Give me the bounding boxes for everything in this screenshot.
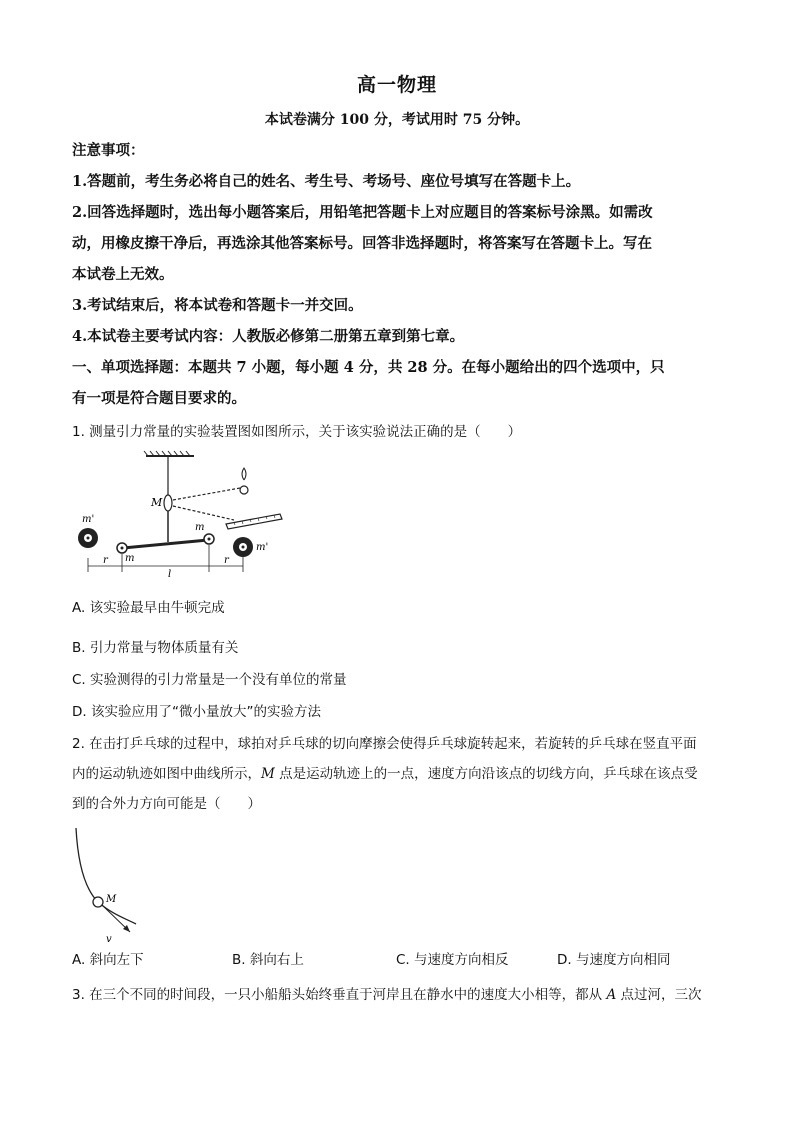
note-item: 1.答题前，考生务必将自己的姓名、考生号、考场号、座位号填写在答题卡上。 <box>72 173 581 190</box>
label-v: v <box>106 934 112 945</box>
q1-option-b[interactable]: B. 引力常量与物体质量有关 <box>72 640 239 656</box>
question-2-stem-line1: 2. 在击打乒乓球的过程中，球拍对乒乓球的切向摩擦会使得乒乓球旋转起来，若旋转的乒乓球在竖直平面 <box>72 736 697 752</box>
label-m-left: m <box>125 553 135 564</box>
section-heading: 一、单项选择题：本题共 7 小题，每小题 4 分，共 28 分。在每小题给出的四个选项中，只 <box>72 359 665 376</box>
question-1-stem: 1. 测量引力常量的实验装置图如图所示，关于该实验说法正确的是（ ） <box>72 424 522 440</box>
label-m-prime-right: m' <box>256 542 269 553</box>
q2-option-b[interactable]: B. 斜向右上 <box>232 952 304 968</box>
cavendish-apparatus-figure <box>74 450 284 580</box>
page-title: 高一物理 <box>356 74 437 96</box>
note-item: 2.回答选择题时，选出每小题答案后，用铅笔把答题卡上对应题目的答案标号涂黑。如需改 <box>72 204 653 221</box>
point-A: A <box>606 987 617 1003</box>
q2-option-a[interactable]: A. 斜向左下 <box>72 952 144 968</box>
note-item: 本试卷上无效。 <box>72 266 174 283</box>
note-item: 动，用橡皮擦干净后，再选涂其他答案标号。回答非选择题时，将答案写在答题卡上。写在 <box>72 235 652 252</box>
question-2-stem-line3: 到的合外力方向可能是（ ） <box>72 796 261 812</box>
trajectory-figure <box>70 826 150 946</box>
q1-option-a[interactable]: A. 该实验最早由牛顿完成 <box>72 600 225 616</box>
q2-option-c[interactable]: C. 与速度方向相反 <box>396 952 509 968</box>
q1-option-d[interactable]: D. 该实验应用了“微小量放大”的实验方法 <box>72 704 321 720</box>
note-item: 3.考试结束后，将本试卷和答题卡一并交回。 <box>72 297 363 314</box>
q2-option-d[interactable]: D. 与速度方向相同 <box>557 952 671 968</box>
label-m-prime-left: m' <box>82 514 95 525</box>
label-l: l <box>168 569 172 580</box>
question-2-stem-line2: 内的运动轨迹如图中曲线所示，M 点是运动轨迹上的一点，速度方向沿该点的切线方向，乒乓球在该点受 <box>72 766 698 782</box>
label-m-right: m <box>195 522 205 533</box>
notes-heading: 注意事项： <box>72 142 145 159</box>
q1-option-c[interactable]: C. 实验测得的引力常量是一个没有单位的常量 <box>72 672 347 688</box>
section-heading-cont: 有一项是符合题目要求的。 <box>72 390 246 407</box>
label-M: M <box>151 496 163 509</box>
label-M: M <box>106 894 117 905</box>
note-item: 4.本试卷主要考试内容：人教版必修第二册第五章到第七章。 <box>72 328 465 345</box>
exam-subtitle: 本试卷满分 100 分，考试用时 75 分钟。 <box>264 112 530 128</box>
label-r-right: r <box>224 555 229 566</box>
question-3-stem: 3. 在三个不同的时间段，一只小船船头始终垂直于河岸且在静水中的速度大小相等，都从 A 点过河，三次 <box>72 987 702 1003</box>
point-M: M <box>261 766 275 782</box>
label-r-left: r <box>103 555 108 566</box>
